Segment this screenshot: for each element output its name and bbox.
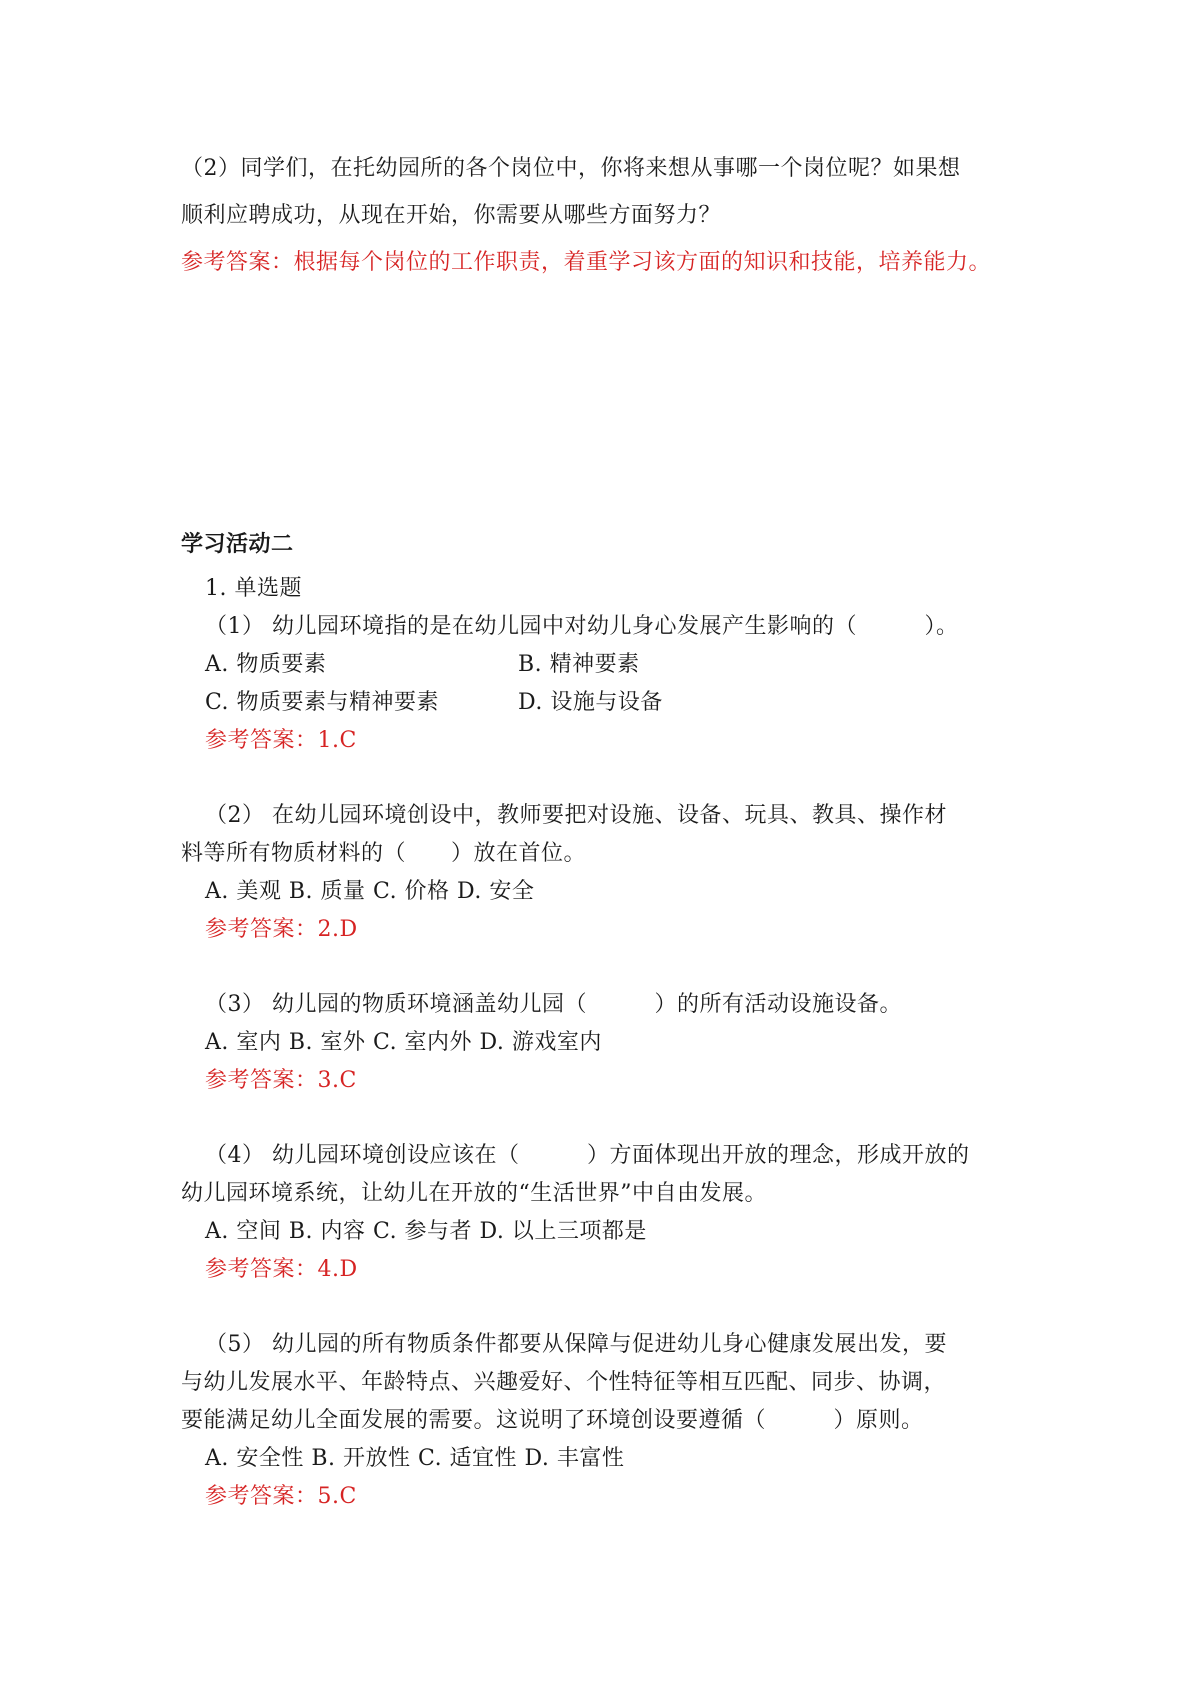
reference-answer: 参考答案：4.D: [205, 1257, 358, 1282]
question-options: A. 空间 B. 内容 C. 参与者 D. 以上三项都是: [205, 1219, 647, 1244]
option-d: D. 设施与设备: [518, 690, 663, 715]
option-c: C. 物质要素与精神要素: [205, 690, 440, 715]
question-stem: （5） 幼儿园的所有物质条件都要从保障与促进幼儿身心健康发展出发，要: [205, 1332, 947, 1357]
question-stem: 料等所有物质材料的（ ）放在首位。: [181, 841, 587, 866]
question-stem: （2） 在幼儿园环境创设中，教师要把对设施、设备、玩具、教具、操作材: [205, 803, 947, 828]
question-line: （2）同学们，在托幼园所的各个岗位中，你将来想从事哪一个岗位呢？如果想: [181, 156, 961, 181]
question-options: A. 美观 B. 质量 C. 价格 D. 安全: [205, 879, 535, 904]
option-b: B. 精神要素: [518, 652, 640, 677]
question-stem: （1） 幼儿园环境指的是在幼儿园中对幼儿身心发展产生影响的（ ）。: [205, 614, 959, 639]
question-stem: 与幼儿发展水平、年龄特点、兴趣爱好、个性特征等相互匹配、同步、协调，: [181, 1370, 947, 1395]
question-options: A. 安全性 B. 开放性 C. 适宜性 D. 丰富性: [205, 1446, 625, 1471]
reference-answer: 参考答案：根据每个岗位的工作职责，着重学习该方面的知识和技能，培养能力。: [181, 250, 992, 275]
question-stem: （3） 幼儿园的物质环境涵盖幼儿园（ ）的所有活动设施设备。: [205, 992, 902, 1017]
subsection-title: 1. 单选题: [205, 576, 302, 601]
question-options: A. 室内 B. 室外 C. 室内外 D. 游戏室内: [205, 1030, 602, 1055]
option-a: A. 物质要素: [205, 652, 327, 677]
reference-answer: 参考答案：1.C: [205, 728, 357, 753]
reference-answer: 参考答案：5.C: [205, 1484, 357, 1509]
question-stem: 要能满足幼儿全面发展的需要。这说明了环境创设要遵循（ ）原则。: [181, 1408, 924, 1433]
reference-answer: 参考答案：3.C: [205, 1068, 357, 1093]
section-title: 学习活动二: [181, 532, 294, 557]
question-stem: （4） 幼儿园环境创设应该在（ ）方面体现出开放的理念，形成开放的: [205, 1143, 970, 1168]
question-stem: 幼儿园环境系统，让幼儿在开放的“生活世界”中自由发展。: [181, 1181, 767, 1206]
reference-answer: 参考答案：2.D: [205, 917, 358, 942]
question-line: 顺利应聘成功，从现在开始，你需要从哪些方面努力？: [181, 203, 722, 228]
